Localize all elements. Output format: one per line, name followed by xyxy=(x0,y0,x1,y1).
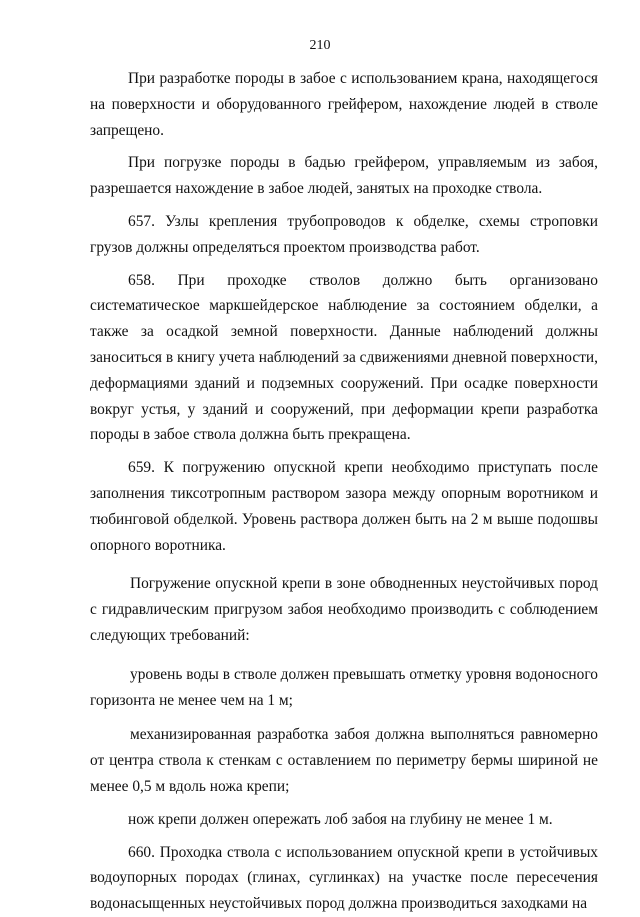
body-text xyxy=(90,66,598,917)
paragraph-657: 657. Узлы крепления трубопроводов к обделке, схемы строповки грузов должны определяться проектом производства работ. xyxy=(90,212,598,256)
paragraph-sinking-requirements: Погружение опускной крепи в зоне обводненных неустойчивых пород с гидравлическим пригрузом забоя необходимо производить с соблюдением следующих требований: xyxy=(90,575,598,644)
paragraph-water-level: уровень воды в стволе должен превышать отметку уровня водоносного горизонта не менее чем на 1 м; xyxy=(90,665,598,709)
paragraph-cutting-edge: нож крепи должен опережать лоб забоя на глубину не менее 1 м. xyxy=(128,810,553,828)
paragraph-659: 659. К погружению опускной крепи необходимо приступать после заполнения тиксотропным раствором зазора между опорным воротником и тюбинговой обделкой. Уровень раствора должен быть на 2 м выше подошвы опорного воротника. xyxy=(90,459,598,554)
paragraph-658: 658. При проходке стволов должно быть организовано систематическое маркшейдерское наблюдение за состоянием обделки, а также за осадкой земной поверхности. Данные наблюдений должны заноситься в книгу учета наблюдений за сдвижениями дневной поверхности, деформациями зданий и подземных сооружений. При осадке поверхности вокруг устья, у зданий и сооружений, при деформации крепи разработка породы в забое ствола должна быть прекращена. xyxy=(90,271,598,444)
paragraph-crane-grab: При разработке породы в забое с использованием крана, находящегося на поверхности и оборудованного грейфером, нахождение людей в стволе запрещено. xyxy=(90,70,598,139)
paragraph-mechanized-excavation: механизированная разработка забоя должна выполняться равномерно от центра ствола к стенкам с оставлением по периметру бермы шириной не менее 0,5 м вдоль ножа крепи; xyxy=(90,726,598,795)
paragraph-bucket-loading: При погрузке породы в бадью грейфером, управляемым из забоя, разрешается нахождение в забое людей, занятых на проходке ствола. xyxy=(90,154,598,198)
page-number: 210 xyxy=(309,38,331,53)
paragraph-660: 660. Проходка ствола с использованием опускной крепи в устойчивых водоупорных породах (глинах, суглинках) на участке после пересечения водонасыщенных неустойчивых пород должна производиться заходками на xyxy=(90,843,598,913)
